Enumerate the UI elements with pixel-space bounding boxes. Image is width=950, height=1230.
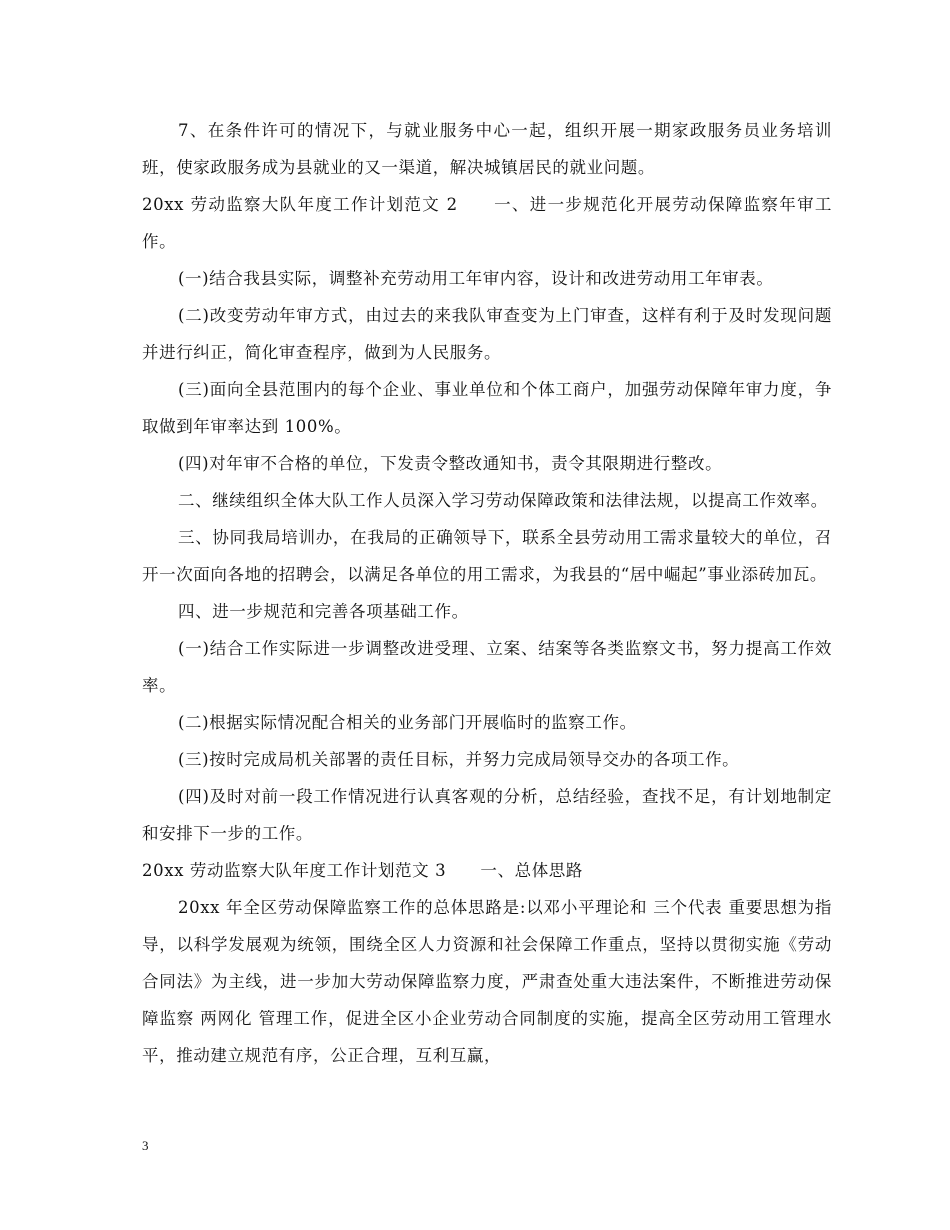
section-heading-plan-3: 20xx 劳动监察大队年度工作计划范文 3 一、总体思路 [142,861,583,880]
paragraph-10: (一)结合工作实际进一步调整改进受理、立案、结案等各类监察文书，努力提高工作效率。 [142,639,832,695]
paragraph-11: (二)根据实际情况配合相关的业务部门开展临时的监察工作。 [178,713,637,732]
paragraph-6: (四)对年审不合格的单位，下发责令整改通知书，责令其限期进行整改。 [178,454,723,473]
paragraph-7: 二、继续组织全体大队工作人员深入学习劳动保障政策和法律法规，以提高工作效率。 [178,491,828,510]
paragraph-9: 四、进一步规范和完善各项基础工作。 [178,602,469,621]
document-body [142,112,832,1074]
paragraph-3: (一)结合我县实际，调整补充劳动用工年审内容，设计和改进劳动用工年审表。 [178,269,774,288]
paragraph-1: 7、在条件许可的情况下，与就业服务中心一起，组织开展一期家政服务员业务培训班，使家政服务成为县就业的又一渠道，解决城镇居民的就业问题。 [142,121,832,177]
paragraph-5: (三)面向全县范围内的每个企业、事业单位和个体工商户，加强劳动保障年审力度，争取做到年审率达到 100%。 [142,380,832,436]
paragraph-8: 三、协同我局培训办，在我局的正确领导下，联系全县劳动用工需求量较大的单位，召开一次面向各地的招聘会，以满足各单位的用工需求，为我县的“居中崛起”事业添砖加瓦。 [142,528,832,584]
paragraph-12: (三)按时完成局机关部署的责任目标，并努力完成局领导交办的各项工作。 [178,750,740,769]
paragraph-15: 20xx 年全区劳动保障监察工作的总体思路是:以邓小平理论和 三个代表 重要思想为指导，以科学发展观为统领，围绕全区人力资源和社会保障工作重点，坚持以贯彻实施《劳动合同法》为主线，进一步加大劳动保障监察力度，严肃查处重大违法案件，不断推进劳动保障监察 两网化 管理工作，促进全区小企业劳动合同制度的实施，提高全区劳动用工管理水平，推动建立规范有序，公正合理，互利互赢， [142,898,832,1065]
section-heading-plan-2: 20xx 劳动监察大队年度工作计划范文 2 一、进一步规范化开展劳动保障监察年审工作。 [142,195,832,251]
page-number: 3 [142,1138,149,1153]
paragraph-4: (二)改变劳动年审方式，由过去的来我队审查变为上门审查，这样有利于及时发现问题并进行纠正，简化审查程序，做到为人民服务。 [142,306,832,362]
paragraph-13: (四)及时对前一段工作情况进行认真客观的分析，总结经验，查找不足，有计划地制定和安排下一步的工作。 [142,787,832,843]
